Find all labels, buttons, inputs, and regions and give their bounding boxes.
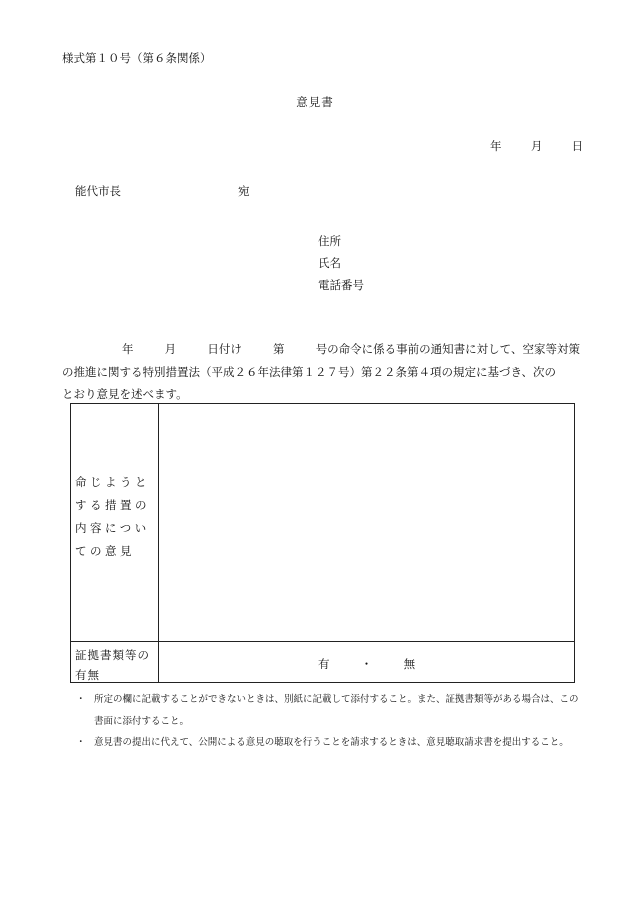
content-opinion-label: 命じようとする措置の内容についての意見 (75, 475, 150, 558)
body-line-1-rest: 号の命令に係る事前の通知書に対して、空家等対策 (315, 342, 580, 356)
note-text: 意見書の提出に代えて、公開による意見の聴取を行うことを請求するときは、意見聴取請求書を提出すること。 (94, 737, 569, 748)
note-bullet: ・ (76, 694, 86, 705)
evidence-no-option[interactable]: 無 (403, 657, 416, 671)
note-bullet: ・ (76, 737, 86, 748)
date-year: 年 (490, 139, 502, 153)
evidence-label: 証拠書類等の有無 (75, 648, 150, 682)
form-number: 様式第１０号（第６条関係） (62, 51, 212, 65)
body-year: 年 (122, 342, 134, 356)
addressee-name: 能代市長 (75, 184, 121, 198)
evidence-options (159, 656, 574, 672)
body-month: 月 (164, 342, 177, 356)
body-line-2-text: の推進に関する特別措置法（平成２６年法律第１２７号）第２２条第４項の規定に基づき、次の (62, 364, 557, 379)
addressee-suffix: 宛 (238, 184, 250, 198)
date-day: 日 (571, 139, 584, 153)
sender-name-label: 氏名 (318, 256, 341, 270)
date-line (490, 141, 583, 153)
document-title: 意見書 (296, 95, 334, 109)
sender-phone-label: 電話番号 (318, 278, 364, 292)
body-line-3: とおり意見を述べます。 (62, 387, 188, 401)
date-month: 月 (530, 139, 543, 153)
body-line-2 (62, 361, 580, 384)
sender-block (318, 230, 364, 296)
body-text (62, 338, 580, 406)
note-text: 所定の欄に記載することができないときは、別紙に記載して添付すること。また、証拠書類等がある場合は、この書面に添付すること。 (94, 694, 579, 727)
evidence-separator: ・ (360, 657, 373, 671)
body-dated: 日付け (207, 342, 242, 356)
note-item (76, 732, 585, 754)
body-line-1 (62, 338, 580, 361)
body-number-prefix: 第 (273, 342, 285, 356)
table-row-divider (71, 641, 574, 642)
sender-address-label: 住所 (318, 234, 341, 248)
evidence-yes-option[interactable]: 有 (317, 657, 330, 671)
opinion-table (70, 403, 575, 683)
note-item (76, 689, 585, 733)
